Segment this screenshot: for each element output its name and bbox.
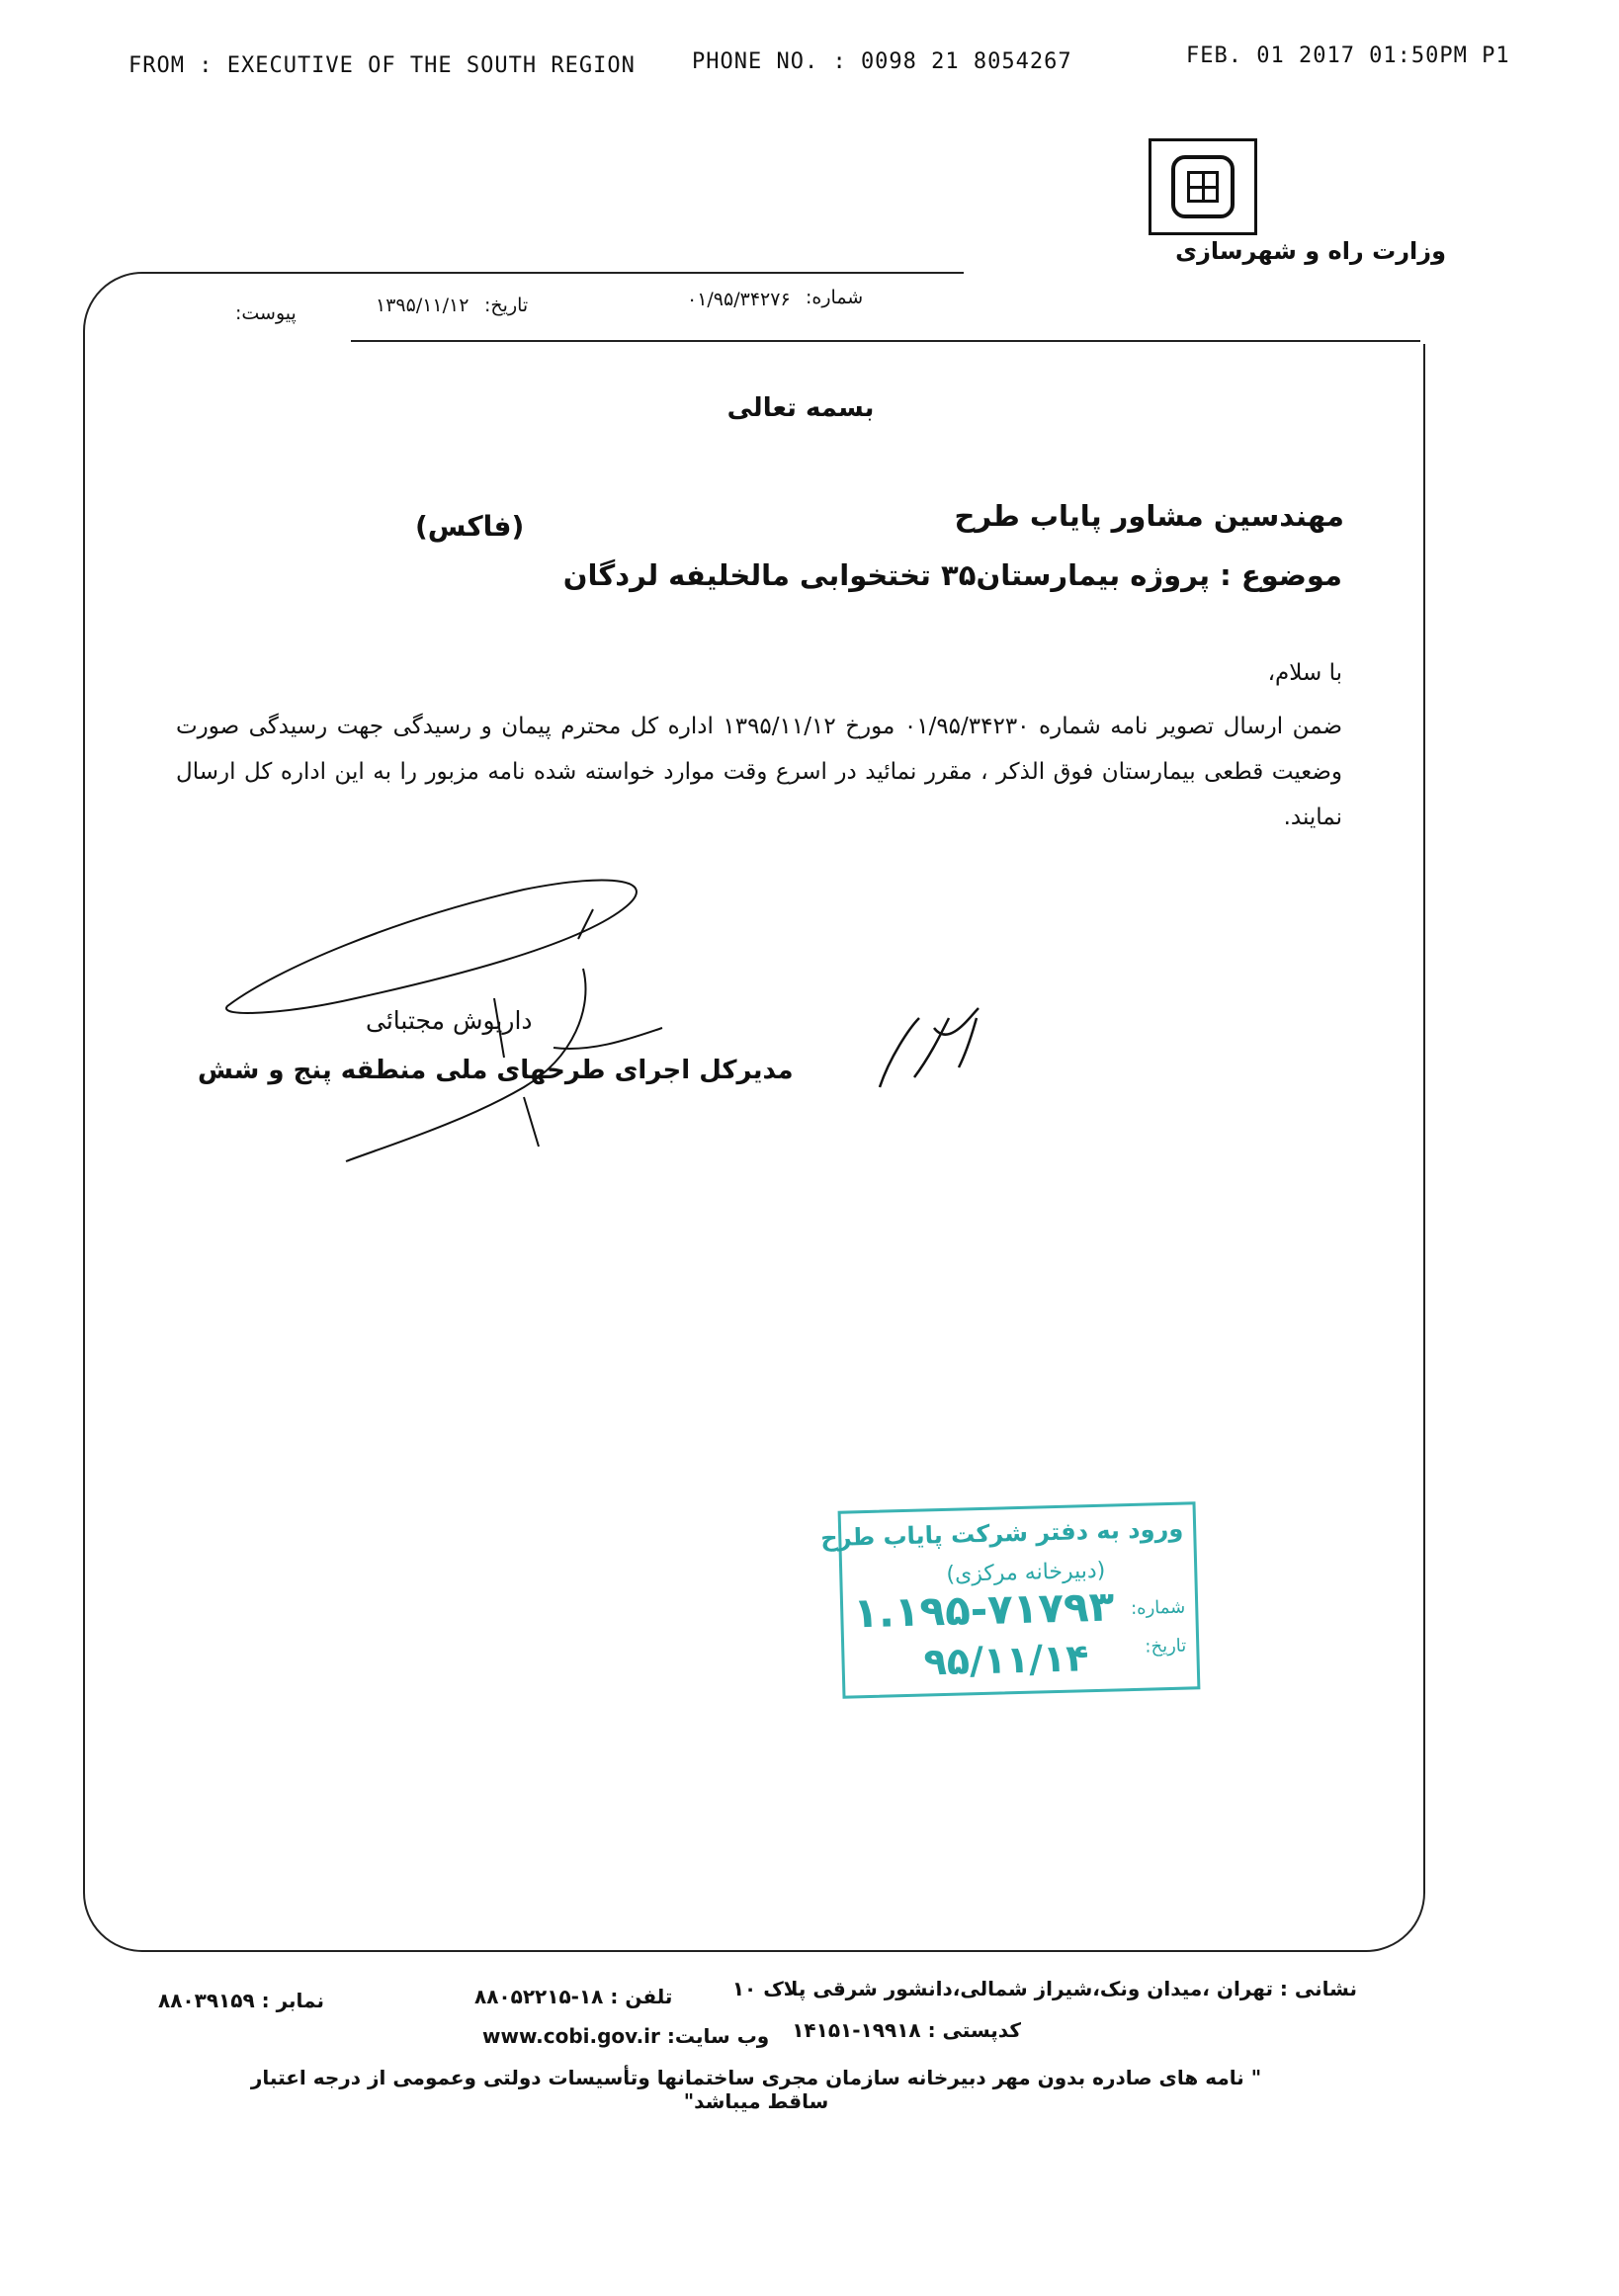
fax-header bbox=[128, 43, 1532, 83]
footer-postal-code: کدپستی : ۱۹۹۱۸-۱۴۱۵۱ bbox=[792, 2018, 1021, 2042]
footer-website: وب سایت: www.cobi.gov.ir bbox=[482, 2024, 770, 2048]
attachment-label: پیوست: bbox=[235, 302, 297, 324]
ministry-logo-icon bbox=[1149, 138, 1257, 235]
signer-title: مدیرکل اجرای طرحهای ملی منطقه پنج و شش bbox=[198, 1056, 794, 1085]
invocation: بسمه تعالی bbox=[726, 393, 875, 423]
initials-icon bbox=[860, 988, 998, 1107]
footer-fax: نمابر : ۸۸۰۳۹۱۵۹ bbox=[158, 1989, 324, 2012]
footer-note: " نامه های صادره بدون مهر دبیرخانه سازمان مجری ساختمانها وتأسیسات دولتی وعمومی از درجه اعتبار ساقط میباشد" bbox=[250, 2066, 1262, 2113]
greeting: با سلام، bbox=[1267, 660, 1342, 686]
recipient: مهندسین مشاور پایاب طرح bbox=[954, 499, 1344, 533]
ministry-name: وزارت راه و شهرسازی bbox=[1175, 237, 1446, 265]
fax-from: FROM : EXECUTIVE OF THE SOUTH REGION bbox=[128, 53, 636, 78]
stamp-date-label: تاریخ: bbox=[1145, 1635, 1187, 1658]
meta-divider bbox=[351, 340, 1420, 342]
footer-phone: تلفن : ۱۸-۸۸۰۵۲۲۱۵ bbox=[474, 1985, 673, 2008]
stamp-number: ۱.۱۹۵-۷۱۷۹۳ bbox=[852, 1581, 1115, 1638]
letter-body: ضمن ارسال تصویر نامه شماره ۰۱/۹۵/۳۴۲۳۰ مورخ ۱۳۹۵/۱۱/۱۲ اداره کل محترم پیمان و رسیدگی جهت رسیدگی صورت وضعیت قطعی بیمارستان فوق الذکر ، مقرر نمائید در اسرع وقت موارد خواسته شده نامه مزبور را به این اداره کل ارسال نمایند. bbox=[176, 714, 1342, 830]
footer-address: نشانی : تهران ،میدان ونک،شیراز شمالی،دانشور شرقی پلاک ۱۰ bbox=[731, 1977, 1357, 2000]
stamp-number-label: شماره: bbox=[1130, 1596, 1186, 1620]
subject: موضوع : پروژه بیمارستان۳۵ تختخوابی مالخلیفه لردگان bbox=[562, 558, 1342, 592]
stamp-subtitle: (دبیرخانه مرکزی) bbox=[946, 1558, 1106, 1587]
received-stamp bbox=[819, 1501, 1201, 1698]
stamp-title: ورود به دفتر شرکت پایاب طرح bbox=[819, 1514, 1184, 1553]
fax-label: (فاکس) bbox=[415, 510, 525, 543]
fax-datetime: FEB. 01 2017 01:50PM P1 bbox=[1186, 43, 1510, 68]
letter-number: ۰۱/۹۵/۳۴۲۷۶ bbox=[687, 289, 791, 310]
stamp-date: ۹۵/۱۱/۱۴ bbox=[923, 1636, 1090, 1684]
letter-date: ۱۳۹۵/۱۱/۱۲ bbox=[376, 295, 469, 316]
fax-phone: PHONE NO. : 0098 21 8054267 bbox=[692, 49, 1072, 74]
number-label: شماره: bbox=[806, 287, 864, 308]
frame-gap bbox=[964, 265, 1428, 344]
date-label: تاریخ: bbox=[484, 295, 529, 316]
signer-name: داریوش مجتبائی bbox=[366, 1006, 533, 1035]
